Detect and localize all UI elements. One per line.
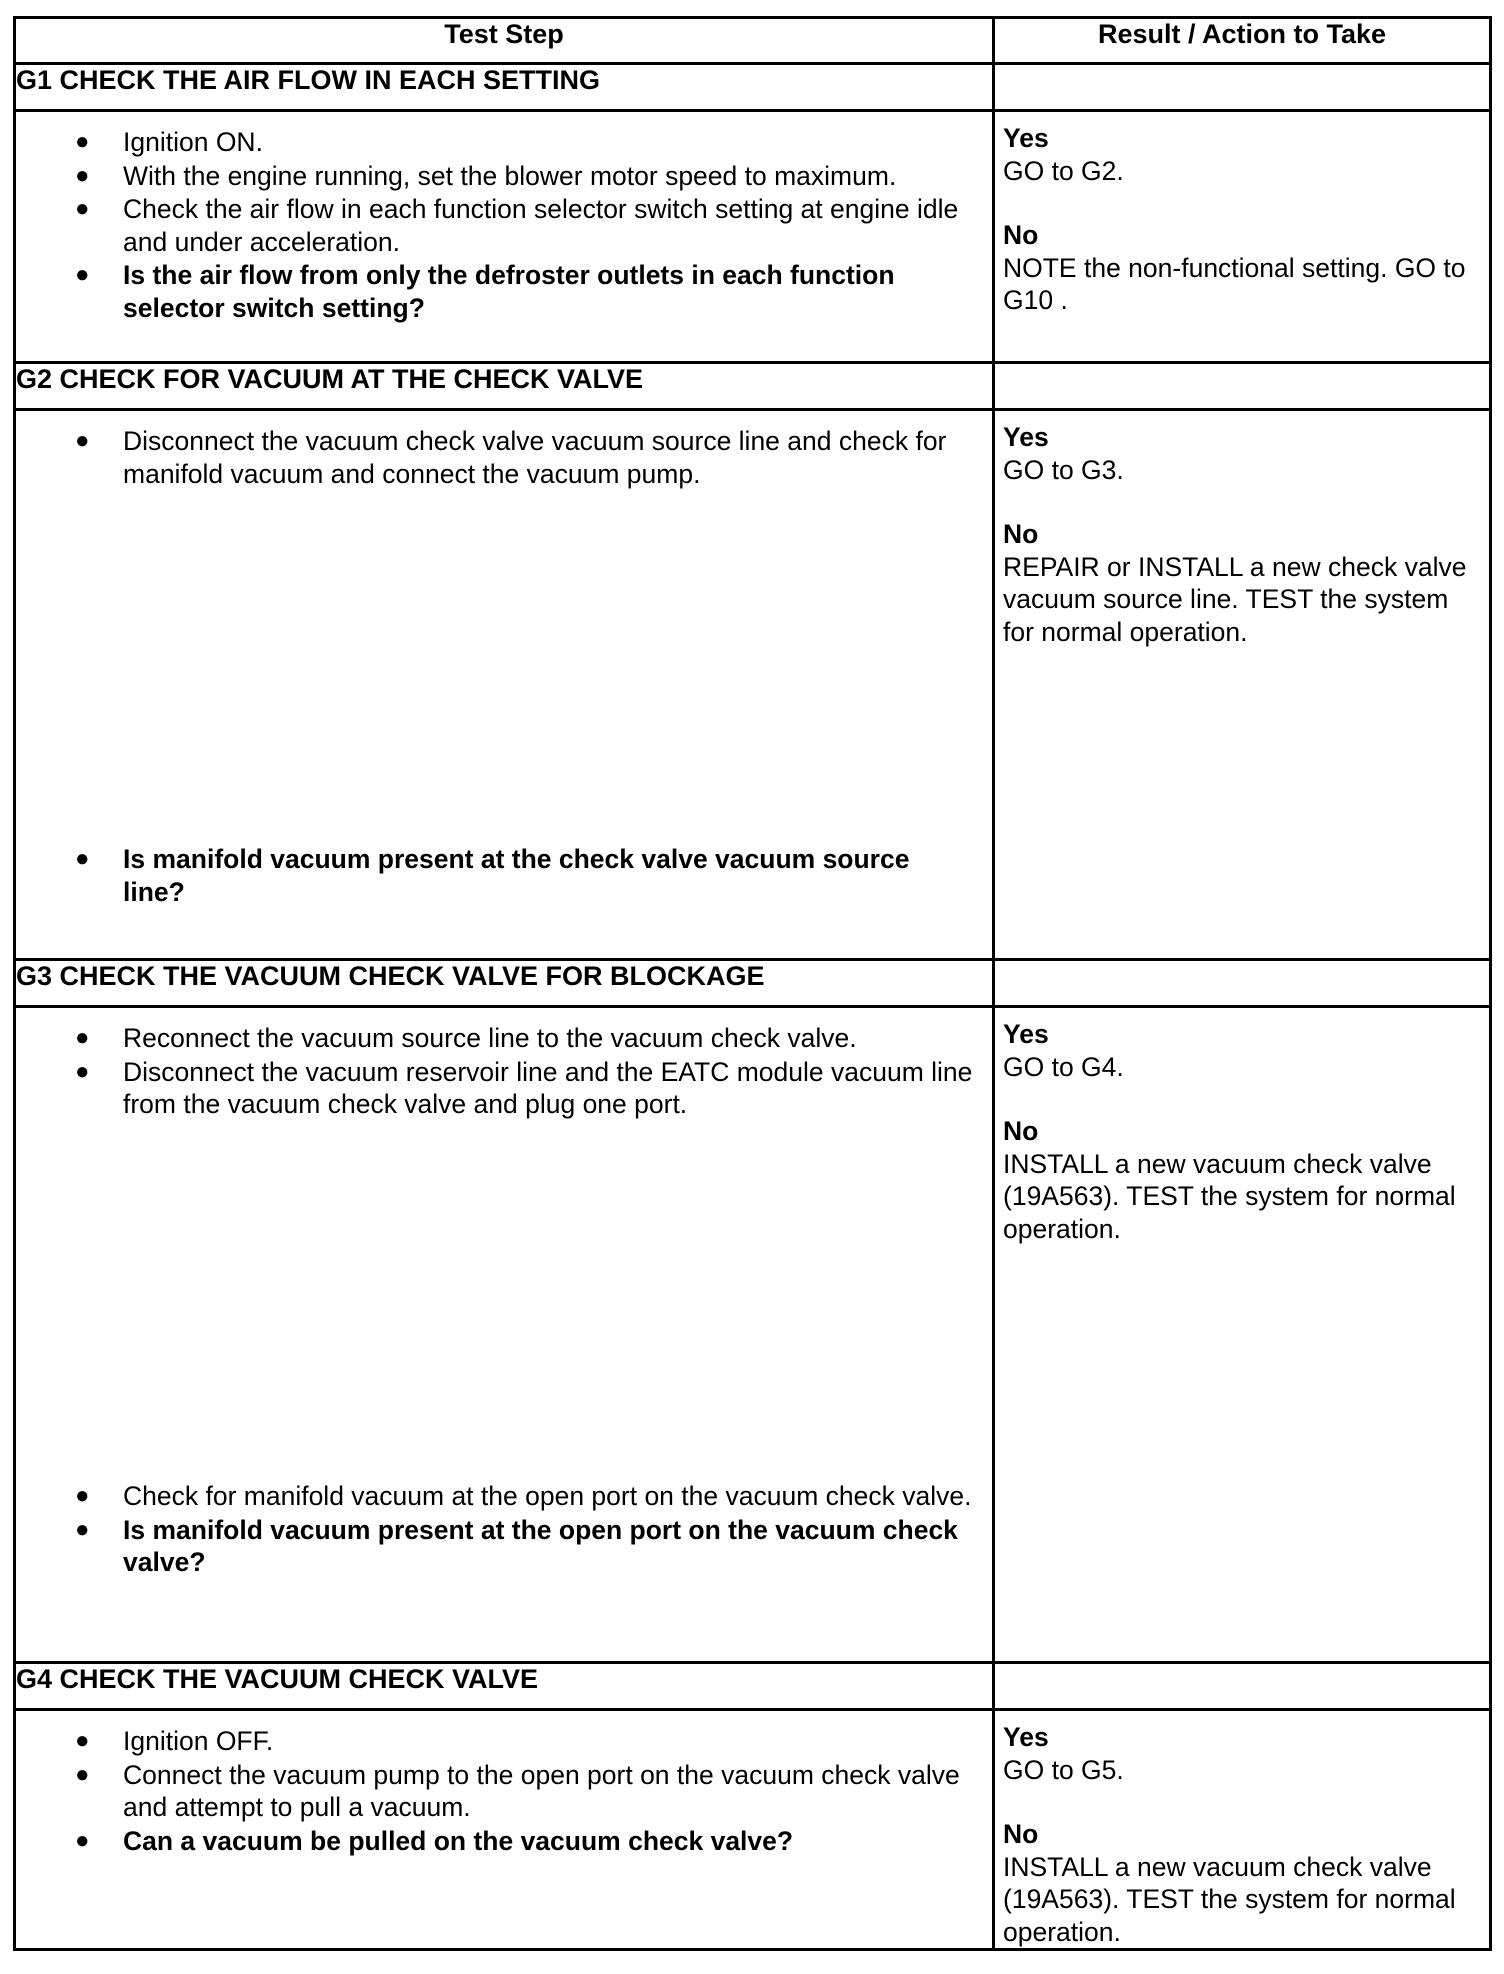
test-step-cell [15, 1007, 994, 1663]
blank-cell [994, 64, 1491, 111]
step-title: G2 CHECK FOR VACUUM AT THE CHECK VALVE [15, 363, 994, 410]
step-title-row-g1 [15, 64, 1491, 111]
no-label: No [1003, 220, 1039, 250]
step-title-row-g4 [15, 1663, 1491, 1710]
table-header-row [15, 18, 1491, 64]
result-cell [994, 1007, 1491, 1663]
no-action: REPAIR or INSTALL a new check valve vacuum source line. TEST the system for normal operation. [1003, 551, 1467, 647]
bullet-icon: ● [75, 161, 90, 189]
step-list [16, 1480, 992, 1580]
diagnostic-table [13, 16, 1492, 1951]
step-list [16, 843, 992, 909]
step-list [16, 425, 992, 490]
test-step-cell [15, 1710, 994, 1950]
step-list [16, 1725, 992, 1857]
blank-cell [994, 363, 1491, 410]
bullet-icon: ● [75, 1482, 90, 1509]
yes-action: GO to G3. [1003, 454, 1124, 485]
list-item: ● Disconnect the vacuum check valve vacuum source line and check for manifold vacuum and connect the vacuum pump. [75, 426, 947, 489]
yes-label: Yes [1003, 1019, 1049, 1049]
test-step-cell [15, 111, 994, 363]
result-cell [994, 410, 1491, 960]
question-item: ● Is manifold vacuum present at the check valve vacuum source line? [75, 844, 910, 907]
step-body-row-g1 [15, 111, 1491, 363]
list-item: ● Check for manifold vacuum at the open port on the vacuum check valve. [75, 1481, 972, 1511]
step-title-row-g2 [15, 363, 1491, 410]
no-action: INSTALL a new vacuum check valve (19A563). TEST the system for normal operation. [1003, 1148, 1456, 1244]
list-item: ● Check the air flow in each function selector switch setting at engine idle and under acceleration. [75, 194, 959, 257]
step-body-row-g2 [15, 410, 1491, 960]
bullet-icon: ● [75, 1057, 90, 1085]
blank-cell [994, 960, 1491, 1007]
yes-action: GO to G4. [1003, 1051, 1124, 1082]
question-item: ● Can a vacuum be pulled on the vacuum check valve? [75, 1825, 794, 1856]
bullet-icon: ● [75, 128, 90, 155]
list-item: ● Ignition ON. [75, 127, 263, 157]
bullet-icon: ● [75, 1024, 90, 1051]
step-list [16, 1022, 992, 1121]
no-label: No [1003, 519, 1039, 549]
bullet-icon: ● [75, 427, 90, 454]
step-title-row-g3 [15, 960, 1491, 1007]
step-title: G4 CHECK THE VACUUM CHECK VALVE [15, 1663, 994, 1710]
step-title: G1 CHECK THE AIR FLOW IN EACH SETTING [15, 64, 994, 111]
question-item: ● Is manifold vacuum present at the open port on the vacuum check valve? [75, 1514, 958, 1577]
yes-label: Yes [1003, 1722, 1049, 1752]
bullet-icon: ● [75, 1727, 90, 1754]
list-item: ● Ignition OFF. [75, 1726, 274, 1756]
list-item: ● Disconnect the vacuum reservoir line and the EATC module vacuum line from the vacuum check valve and plug one port. [75, 1056, 973, 1119]
list-item: ● Connect the vacuum pump to the open port on the vacuum check valve and attempt to pull a vacuum. [75, 1759, 960, 1822]
no-action: INSTALL a new vacuum check valve (19A563). TEST the system for normal operation. [1003, 1851, 1456, 1947]
yes-label: Yes [1003, 422, 1049, 452]
list-item: ● Reconnect the vacuum source line to the vacuum check valve. [75, 1023, 857, 1053]
yes-action: GO to G2. [1003, 155, 1124, 186]
step-body-row-g4 [15, 1710, 1491, 1950]
yes-action: GO to G5. [1003, 1754, 1124, 1785]
test-step-cell [15, 410, 994, 960]
bullet-icon: ● [75, 845, 90, 872]
header-result-action: Result / Action to Take [994, 18, 1491, 64]
step-list [16, 126, 992, 324]
bullet-icon: ● [75, 195, 90, 222]
result-cell [994, 111, 1491, 363]
bullet-icon: ● [75, 1760, 90, 1788]
question-item: ● Is the air flow from only the defroster outlets in each function selector switch setting? [75, 260, 895, 323]
step-body-row-g3 [15, 1007, 1491, 1663]
yes-label: Yes [1003, 123, 1049, 153]
bullet-icon: ● [75, 1515, 90, 1543]
blank-cell [994, 1663, 1491, 1710]
bullet-icon: ● [75, 1826, 90, 1854]
no-action: NOTE the non-functional setting. GO to G10 . [1003, 252, 1466, 315]
no-label: No [1003, 1116, 1039, 1146]
step-title: G3 CHECK THE VACUUM CHECK VALVE FOR BLOCKAGE [15, 960, 994, 1007]
bullet-icon: ● [75, 261, 90, 288]
no-label: No [1003, 1819, 1039, 1849]
header-test-step: Test Step [15, 18, 994, 64]
list-item: ● With the engine running, set the blower motor speed to maximum. [75, 160, 897, 191]
result-cell [994, 1710, 1491, 1950]
